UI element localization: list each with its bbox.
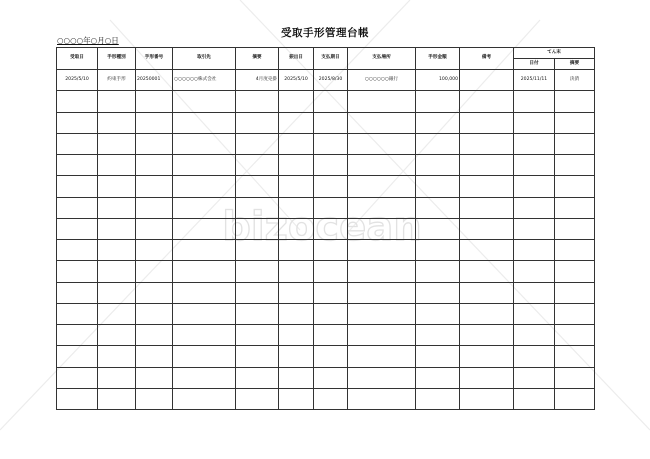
cell-amount[interactable]	[416, 388, 460, 409]
table-row	[57, 197, 595, 218]
cell-due-date[interactable]	[314, 218, 348, 239]
cell-received-date[interactable]	[57, 176, 98, 197]
header-note-number: 手形番号	[136, 48, 173, 70]
cell-received-date[interactable]	[57, 261, 98, 282]
cell-summary[interactable]	[236, 282, 279, 303]
header-note-type: 手形種別	[98, 48, 136, 70]
cell-due-date[interactable]	[314, 346, 348, 367]
cell-client[interactable]	[173, 282, 236, 303]
cell-received-date[interactable]	[57, 303, 98, 324]
cell-endorsement-date[interactable]	[514, 282, 555, 303]
cell-payment-place[interactable]	[348, 197, 416, 218]
cell-note-number[interactable]	[136, 155, 173, 176]
cell-endorsement-date[interactable]	[514, 388, 555, 409]
cell-received-date[interactable]	[57, 388, 98, 409]
cell-due-date[interactable]	[314, 112, 348, 133]
cell-remarks[interactable]	[460, 91, 514, 112]
cell-note-type[interactable]	[98, 197, 136, 218]
cell-amount[interactable]	[416, 367, 460, 388]
cell-remarks[interactable]	[460, 346, 514, 367]
cell-note-number[interactable]	[136, 112, 173, 133]
cell-remarks[interactable]	[460, 112, 514, 133]
cell-amount[interactable]	[416, 91, 460, 112]
cell-issue-date[interactable]	[279, 218, 314, 239]
cell-note-number[interactable]	[136, 133, 173, 154]
header-endorsement-date: 日付	[514, 59, 555, 70]
cell-note-type[interactable]	[98, 261, 136, 282]
watermark-text: bizocean	[222, 204, 422, 250]
cell-endorsement-summary[interactable]	[555, 346, 595, 367]
cell-client[interactable]	[173, 261, 236, 282]
cell-note-type[interactable]: 約束手形	[98, 70, 136, 91]
cell-received-date[interactable]	[57, 282, 98, 303]
table-row	[57, 388, 595, 409]
cell-summary[interactable]	[236, 176, 279, 197]
cell-issue-date[interactable]	[279, 367, 314, 388]
cell-payment-place[interactable]	[348, 346, 416, 367]
header-received-date: 受取日	[57, 48, 98, 70]
cell-note-type[interactable]	[98, 325, 136, 346]
ledger-body	[57, 70, 595, 410]
cell-amount[interactable]	[416, 155, 460, 176]
cell-endorsement-date[interactable]: 2025/11/11	[514, 70, 555, 91]
cell-remarks[interactable]	[460, 261, 514, 282]
cell-note-number[interactable]	[136, 218, 173, 239]
cell-remarks[interactable]	[460, 70, 514, 91]
cell-endorsement-date[interactable]	[514, 325, 555, 346]
table-row	[57, 282, 595, 303]
cell-payment-place[interactable]	[348, 91, 416, 112]
table-row	[57, 346, 595, 367]
cell-remarks[interactable]	[460, 388, 514, 409]
cell-note-type[interactable]	[98, 388, 136, 409]
cell-note-number[interactable]	[136, 197, 173, 218]
cell-client[interactable]	[173, 367, 236, 388]
cell-endorsement-summary[interactable]: 決済	[555, 70, 595, 91]
cell-note-number[interactable]	[136, 176, 173, 197]
cell-note-type[interactable]	[98, 240, 136, 261]
cell-client[interactable]: ○○○○○○株式会社	[173, 70, 236, 91]
cell-issue-date[interactable]	[279, 240, 314, 261]
table-row	[57, 133, 595, 154]
cell-issue-date[interactable]	[279, 346, 314, 367]
table-row	[57, 261, 595, 282]
cell-endorsement-summary[interactable]	[555, 261, 595, 282]
header-summary: 摘要	[236, 48, 279, 70]
cell-payment-place[interactable]	[348, 303, 416, 324]
cell-amount[interactable]: 100,000	[416, 70, 460, 91]
cell-client[interactable]	[173, 240, 236, 261]
header-amount: 手形金額	[416, 48, 460, 70]
cell-remarks[interactable]	[460, 367, 514, 388]
cell-endorsement-summary[interactable]	[555, 155, 595, 176]
cell-summary[interactable]	[236, 197, 279, 218]
cell-note-type[interactable]	[98, 155, 136, 176]
cell-client[interactable]	[173, 91, 236, 112]
header-client: 取引先	[173, 48, 236, 70]
cell-received-date[interactable]	[57, 346, 98, 367]
cell-amount[interactable]	[416, 218, 460, 239]
cell-payment-place[interactable]	[348, 325, 416, 346]
cell-amount[interactable]	[416, 112, 460, 133]
header-payment-place: 支払場所	[348, 48, 416, 70]
cell-due-date[interactable]	[314, 303, 348, 324]
cell-issue-date[interactable]	[279, 133, 314, 154]
header-endorsement: てん末	[514, 48, 595, 59]
table-row	[57, 112, 595, 133]
cell-amount[interactable]	[416, 282, 460, 303]
cell-endorsement-summary[interactable]	[555, 197, 595, 218]
cell-payment-place[interactable]	[348, 112, 416, 133]
cell-endorsement-date[interactable]	[514, 91, 555, 112]
cell-due-date[interactable]	[314, 155, 348, 176]
cell-amount[interactable]	[416, 261, 460, 282]
cell-note-type[interactable]	[98, 282, 136, 303]
cell-endorsement-summary[interactable]	[555, 240, 595, 261]
cell-remarks[interactable]	[460, 176, 514, 197]
cell-issue-date[interactable]	[279, 261, 314, 282]
cell-due-date[interactable]	[314, 261, 348, 282]
table-row	[57, 240, 595, 261]
cell-note-number[interactable]	[136, 261, 173, 282]
cell-issue-date[interactable]	[279, 282, 314, 303]
cell-issue-date[interactable]	[279, 388, 314, 409]
cell-received-date[interactable]: 2025/5/10	[57, 70, 98, 91]
table-row	[57, 91, 595, 112]
cell-summary[interactable]	[236, 325, 279, 346]
cell-note-number[interactable]	[136, 388, 173, 409]
cell-received-date[interactable]	[57, 197, 98, 218]
cell-endorsement-summary[interactable]	[555, 218, 595, 239]
header-remarks: 備考	[460, 48, 514, 70]
cell-client[interactable]	[173, 218, 236, 239]
cell-endorsement-date[interactable]	[514, 367, 555, 388]
cell-remarks[interactable]	[460, 325, 514, 346]
table-row	[57, 155, 595, 176]
cell-note-type[interactable]	[98, 303, 136, 324]
cell-summary[interactable]	[236, 133, 279, 154]
cell-client[interactable]	[173, 346, 236, 367]
cell-endorsement-date[interactable]	[514, 240, 555, 261]
cell-summary[interactable]	[236, 155, 279, 176]
cell-client[interactable]	[173, 325, 236, 346]
cell-amount[interactable]	[416, 346, 460, 367]
cell-payment-place[interactable]	[348, 155, 416, 176]
cell-amount[interactable]	[416, 176, 460, 197]
table-row	[57, 218, 595, 239]
cell-remarks[interactable]	[460, 155, 514, 176]
cell-summary[interactable]	[236, 218, 279, 239]
cell-client[interactable]	[173, 112, 236, 133]
cell-received-date[interactable]	[57, 91, 98, 112]
header-issue-date: 振出日	[279, 48, 314, 70]
cell-client[interactable]	[173, 197, 236, 218]
cell-received-date[interactable]	[57, 112, 98, 133]
header-endorsement-summary: 摘要	[555, 59, 595, 70]
cell-received-date[interactable]	[57, 133, 98, 154]
cell-note-number[interactable]	[136, 282, 173, 303]
cell-endorsement-summary[interactable]	[555, 325, 595, 346]
cell-note-number[interactable]	[136, 303, 173, 324]
cell-summary[interactable]	[236, 303, 279, 324]
cell-issue-date[interactable]	[279, 303, 314, 324]
cell-issue-date[interactable]	[279, 325, 314, 346]
cell-client[interactable]	[173, 388, 236, 409]
cell-summary[interactable]: 4月度売掛	[236, 70, 279, 91]
cell-payment-place[interactable]	[348, 367, 416, 388]
cell-endorsement-date[interactable]	[514, 261, 555, 282]
cell-endorsement-summary[interactable]	[555, 176, 595, 197]
cell-summary[interactable]	[236, 240, 279, 261]
cell-summary[interactable]	[236, 388, 279, 409]
cell-payment-place[interactable]	[348, 218, 416, 239]
cell-note-number[interactable]	[136, 240, 173, 261]
cell-received-date[interactable]	[57, 240, 98, 261]
cell-endorsement-date[interactable]	[514, 112, 555, 133]
ledger-table	[56, 47, 595, 410]
header-due-date: 支払期日	[314, 48, 348, 70]
cell-received-date[interactable]	[57, 367, 98, 388]
cell-due-date[interactable]: 2025/8/30	[314, 70, 348, 91]
cell-payment-place[interactable]	[348, 133, 416, 154]
cell-note-type[interactable]	[98, 176, 136, 197]
cell-issue-date[interactable]	[279, 112, 314, 133]
cell-payment-place[interactable]	[348, 176, 416, 197]
cell-endorsement-date[interactable]	[514, 155, 555, 176]
cell-client[interactable]	[173, 155, 236, 176]
table-row	[57, 367, 595, 388]
cell-remarks[interactable]	[460, 240, 514, 261]
cell-endorsement-date[interactable]	[514, 133, 555, 154]
cell-note-type[interactable]	[98, 112, 136, 133]
cell-note-number[interactable]	[136, 346, 173, 367]
cell-note-number[interactable]	[136, 91, 173, 112]
cell-note-type[interactable]	[98, 91, 136, 112]
cell-endorsement-date[interactable]	[514, 176, 555, 197]
cell-amount[interactable]	[416, 240, 460, 261]
cell-received-date[interactable]	[57, 155, 98, 176]
cell-endorsement-date[interactable]	[514, 346, 555, 367]
cell-summary[interactable]	[236, 91, 279, 112]
cell-endorsement-summary[interactable]	[555, 112, 595, 133]
cell-endorsement-summary[interactable]	[555, 91, 595, 112]
cell-endorsement-summary[interactable]	[555, 133, 595, 154]
cell-due-date[interactable]	[314, 176, 348, 197]
cell-due-date[interactable]	[314, 388, 348, 409]
cell-due-date[interactable]	[314, 133, 348, 154]
date-label: ○○○○年○月○日	[57, 36, 119, 45]
cell-due-date[interactable]	[314, 240, 348, 261]
cell-summary[interactable]	[236, 367, 279, 388]
cell-issue-date[interactable]	[279, 197, 314, 218]
cell-endorsement-date[interactable]	[514, 303, 555, 324]
cell-remarks[interactable]	[460, 133, 514, 154]
cell-endorsement-summary[interactable]	[555, 388, 595, 409]
cell-endorsement-summary[interactable]	[555, 303, 595, 324]
cell-due-date[interactable]	[314, 282, 348, 303]
cell-payment-place[interactable]	[348, 240, 416, 261]
table-row	[57, 176, 595, 197]
cell-note-type[interactable]	[98, 367, 136, 388]
cell-note-number[interactable]	[136, 367, 173, 388]
cell-issue-date[interactable]	[279, 176, 314, 197]
cell-note-type[interactable]	[98, 346, 136, 367]
cell-issue-date[interactable]: 2025/5/10	[279, 70, 314, 91]
cell-remarks[interactable]	[460, 197, 514, 218]
cell-amount[interactable]	[416, 197, 460, 218]
cell-summary[interactable]	[236, 112, 279, 133]
table-row	[57, 325, 595, 346]
cell-remarks[interactable]	[460, 282, 514, 303]
cell-note-number[interactable]: 20250001	[136, 70, 173, 91]
cell-received-date[interactable]	[57, 325, 98, 346]
cell-amount[interactable]	[416, 303, 460, 324]
cell-note-type[interactable]	[98, 133, 136, 154]
cell-payment-place[interactable]	[348, 388, 416, 409]
cell-remarks[interactable]	[460, 218, 514, 239]
cell-remarks[interactable]	[460, 303, 514, 324]
cell-summary[interactable]	[236, 261, 279, 282]
cell-endorsement-summary[interactable]	[555, 367, 595, 388]
cell-payment-place[interactable]: ○○○○○○銀行	[348, 70, 416, 91]
cell-endorsement-summary[interactable]	[555, 282, 595, 303]
cell-endorsement-date[interactable]	[514, 197, 555, 218]
table-row	[57, 70, 595, 91]
cell-note-type[interactable]	[98, 218, 136, 239]
cell-payment-place[interactable]	[348, 282, 416, 303]
cell-endorsement-date[interactable]	[514, 218, 555, 239]
table-row	[57, 303, 595, 324]
cell-issue-date[interactable]	[279, 155, 314, 176]
cell-client[interactable]	[173, 176, 236, 197]
document-title: 受取手形管理台帳	[281, 27, 369, 39]
cell-received-date[interactable]	[57, 218, 98, 239]
cell-issue-date[interactable]	[279, 91, 314, 112]
cell-client[interactable]	[173, 133, 236, 154]
cell-due-date[interactable]	[314, 91, 348, 112]
cell-amount[interactable]	[416, 133, 460, 154]
cell-note-number[interactable]	[136, 325, 173, 346]
cell-summary[interactable]	[236, 346, 279, 367]
cell-due-date[interactable]	[314, 197, 348, 218]
cell-due-date[interactable]	[314, 325, 348, 346]
cell-due-date[interactable]	[314, 367, 348, 388]
cell-amount[interactable]	[416, 325, 460, 346]
cell-payment-place[interactable]	[348, 261, 416, 282]
cell-client[interactable]	[173, 303, 236, 324]
